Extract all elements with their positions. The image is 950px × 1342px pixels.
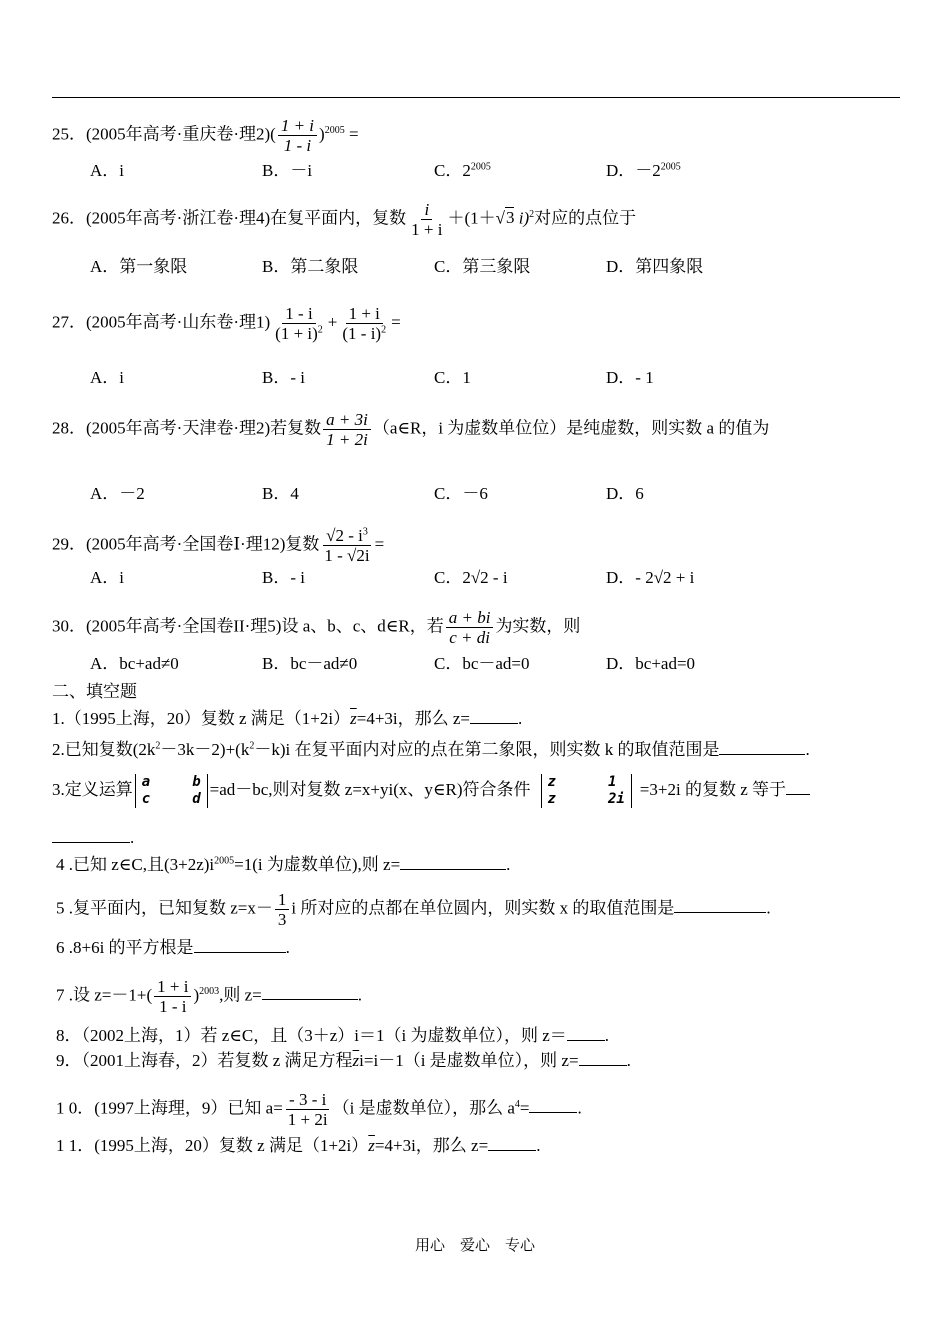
fill-question-7: 7 .设 z=－1+( $\frac{1 + i}{1 - i}$ )$^{2003}$,则 z= . <box>56 977 363 1016</box>
fill-question-5: 5 .复平面内，已知复数 z=x－ $\frac{1}{3}$ i 所对应的点都在单位圆内，则实数 x 的取值范围是 . <box>56 890 771 929</box>
option-25a: A．i <box>90 161 124 180</box>
answer-blank-6[interactable] <box>194 936 286 953</box>
fill-question-3-cont: . <box>52 826 134 849</box>
fill-question-6: 6 .8+6i 的平方根是 . <box>56 938 290 957</box>
determinant-abcd: a b c d <box>135 774 208 808</box>
option-29c: C．2√2 - i <box>434 568 508 587</box>
option-28d: D．6 <box>606 484 644 503</box>
question-26: 26．(2005年高考·浙江卷·理4)在复平面内，复数 $\frac{i}{1 + i}$ ＋(1＋√3 i)$^2$对应的点位于 <box>52 200 637 239</box>
fill-question-1: 1.（1995上海，20）复数 z 满足$(1+2i)\overline{z}=4+3i$，那么 z= . <box>52 709 523 728</box>
option-26d: D．第四象限 <box>606 257 704 276</box>
fill-question-9: 9．（2001上海春，2）若复数 z 满足方程$\overline{z}i=i-1(i$ 是虚数单位），则 z= . <box>56 1051 631 1070</box>
option-30d: D．bc+ad=0 <box>606 654 696 673</box>
answer-blank-2[interactable] <box>719 738 805 755</box>
answer-blank-3a[interactable] <box>786 778 810 795</box>
option-28c: C．－6 <box>434 484 488 503</box>
question-28: 28．(2005年高考·天津卷·理2)若复数 $\frac{a + 3i}{1 + 2i}$ （a∈R，i 为虚数单位位）是纯虚数，则实数 a 的值为 <box>52 410 770 449</box>
option-30c: C．bc－ad=0 <box>434 654 530 673</box>
question-27: 27．(2005年高考·山东卷·理1) $\frac{1 - i}{(1 + i)^2}$ + $\frac{1 + i}{(1 - i)^2}$ = <box>52 304 401 343</box>
option-25b: B．－i <box>262 161 313 180</box>
option-27d: D．- 1 <box>606 368 654 387</box>
fill-question-11: 1 1．(1995上海，20）复数 z 满足$(1+2i)\overline{z}=4+3i$，那么 z= . <box>56 1136 541 1155</box>
fill-question-3: 3.定义运算 a b c d =ad－bc,则对复数 z=x+yi(x、y∈R)符合条件 z 1 z 2i =3+2i 的复数 z 等于 <box>52 774 810 808</box>
answer-blank-4[interactable] <box>400 853 506 870</box>
answer-blank-8[interactable] <box>567 1024 605 1041</box>
fill-question-2: 2.已知复数$(2k^2-3k-2)+(k^2-k)i$ 在复平面内对应的点在第二象限，则实数 k 的取值范围是 . <box>52 740 810 759</box>
option-26b: B．第二象限 <box>262 257 359 276</box>
answer-blank-5[interactable] <box>674 896 766 913</box>
header-rule <box>52 97 900 98</box>
option-26a: A．第一象限 <box>90 257 188 276</box>
option-29a: A．i <box>90 568 124 587</box>
option-30b: B．bc－ad≠0 <box>262 654 358 673</box>
fill-question-8: 8．（2002上海，1）若 z∈C，且（3＋z）i＝1（i 为虚数单位），则 z＝ . <box>56 1026 610 1045</box>
option-26c: C．第三象限 <box>434 257 531 276</box>
page-footer: 用心 爱心 专心 <box>414 1238 535 1254</box>
question-25: 25．(2005年高考·重庆卷·理2)( $\frac{1 + i}{1 - i}$ )$^{2005}$ = <box>52 116 359 155</box>
fill-question-4: 4 .已知 z∈C,且$(3+2z)i^{2005}=1(i$ 为虚数单位),则 z= . <box>56 855 511 874</box>
answer-blank-3b[interactable] <box>52 826 130 843</box>
answer-blank-11[interactable] <box>488 1134 536 1151</box>
answer-blank-7[interactable] <box>262 983 358 1000</box>
question-29: 29．(2005年高考·全国卷Ⅰ·理12)复数 $\frac{√2 - i^3}{1 - √2i}$ = <box>52 526 385 565</box>
answer-blank-9[interactable] <box>579 1049 627 1066</box>
option-27c: C．1 <box>434 368 471 387</box>
option-29b: B．- i <box>262 568 305 587</box>
option-25c: C．$2^{2005}$ <box>434 161 491 180</box>
question-30: 30．(2005年高考·全国卷II·理5)设 a、b、c、d∈R，若 $\frac{a + bi}{c + di}$ 为实数，则 <box>52 608 581 647</box>
answer-blank-1[interactable] <box>470 707 518 724</box>
option-25d: D．$-2^{2005}$ <box>606 161 681 180</box>
answer-blank-10[interactable] <box>529 1096 577 1113</box>
section-title: 二、填空题 <box>52 682 137 701</box>
fill-question-10: 1 0．(1997上海理，9）已知 a= $\frac{- 3 - i}{1 + 2i}$ （i 是虚数单位），那么 $a^4=$ . <box>56 1090 582 1129</box>
option-28a: A．－2 <box>90 484 145 503</box>
determinant-z: z 1 z 2i <box>541 774 632 808</box>
option-28b: B．4 <box>262 484 299 503</box>
option-27a: A．i <box>90 368 124 387</box>
option-30a: A．bc+ad≠0 <box>90 654 179 673</box>
option-29d: D．- 2√2 + i <box>606 568 695 587</box>
option-27b: B．- i <box>262 368 305 387</box>
